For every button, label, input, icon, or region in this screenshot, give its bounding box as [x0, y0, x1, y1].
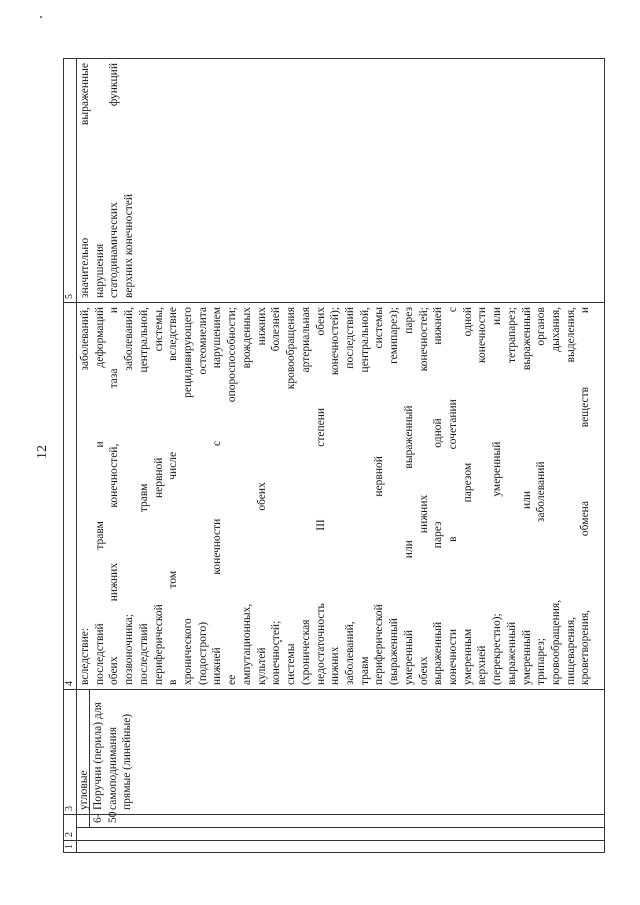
text-line: умеренный или выраженный парез: [402, 307, 415, 685]
text-line: нижних конечностей);: [329, 307, 342, 685]
header-cell-2: 2: [64, 815, 77, 841]
text-line: хронического рецидивирующего: [182, 307, 195, 685]
text-line: выраженный тетрапарез;: [505, 307, 518, 685]
cell-col1: [77, 841, 605, 853]
text-line: травм центральной,: [358, 307, 371, 685]
text-line: выраженный парез одной нижней: [432, 307, 445, 685]
text-line: пищеварения, выделения,: [564, 307, 577, 685]
text-line: позвоночника; заболеваний,: [123, 307, 136, 685]
text-line: кроветворения, обмена веществ и: [579, 307, 592, 685]
table-row: [77, 59, 605, 853]
text-line: ее опороспособности;: [226, 307, 239, 685]
text-line: верхней конечности: [476, 307, 489, 685]
text-line: значительно выраженные: [79, 63, 91, 298]
scan-speck: [40, 16, 42, 18]
text-line: обеих нижних конечностей;: [417, 307, 430, 685]
table-header-row: [64, 59, 77, 853]
text-line: верхних конечностей: [123, 194, 136, 298]
cell-col4: [77, 303, 605, 690]
text-line: в том числе вследствие: [167, 307, 180, 685]
header-cell-1: 1: [64, 841, 77, 853]
header-cell-4: 4: [64, 303, 77, 690]
text-line: ампутационных, врожденных: [240, 307, 253, 685]
text-line: конечности в сочетании с: [446, 307, 459, 685]
header-cell-3: 3: [64, 690, 77, 815]
text-line: нижней конечности с нарушением: [211, 307, 224, 685]
cell-col5: [77, 59, 605, 303]
text-line: системы кровообращения: [285, 307, 298, 685]
text-line: трипарез; заболеваний органов: [535, 307, 548, 685]
text-line: (перекрестно); умеренный или: [491, 307, 504, 685]
text-line: вследствие: заболеваний,: [79, 307, 91, 685]
cell-col2-empty: [77, 828, 605, 841]
col3-subcell-top: угловые: [77, 690, 90, 814]
text-line: конечностей; болезней: [270, 307, 283, 685]
contraindications-text: [78, 63, 137, 298]
text-line: обеих нижних конечностей, таза и: [108, 307, 121, 685]
row-code: 6-50: [92, 811, 119, 823]
text-line: кровообращения, дыхания,: [550, 307, 562, 685]
text-line: периферической нервной системы,: [152, 307, 165, 685]
page-number: 12: [35, 445, 50, 459]
rotated-table-wrapper: [63, 59, 605, 853]
cell-col3: [77, 690, 605, 815]
product-name: Поручни (перила) для самоподнимания прямые (линейные): [92, 702, 134, 810]
text-line: культей обеих нижних: [255, 307, 268, 685]
text-line: последствий травм центральной,: [137, 307, 150, 685]
text-line: нарушения: [93, 243, 106, 298]
text-line: недостаточность III степени обеих: [314, 307, 327, 685]
text-line: последствий травм и деформаций: [93, 307, 106, 685]
text-line: периферической нервной системы: [373, 307, 386, 685]
header-cell-5: 5: [64, 59, 77, 303]
code-subcell-top: [77, 815, 90, 827]
indications-text: [78, 307, 593, 685]
text-line: умеренным парезом одной: [461, 307, 474, 685]
text-line: умеренный или выраженный: [520, 307, 533, 685]
cell-code: [77, 811, 605, 828]
text-line: статодинамических функций: [108, 63, 121, 298]
document-table: [63, 58, 605, 853]
text-line: заболеваний, последствий: [343, 307, 356, 685]
text-line: (выраженный гемипарез);: [388, 307, 401, 685]
text-line: (подострого) остеомиелита: [196, 307, 209, 685]
text-line: (хроническая артериальная: [299, 307, 312, 685]
